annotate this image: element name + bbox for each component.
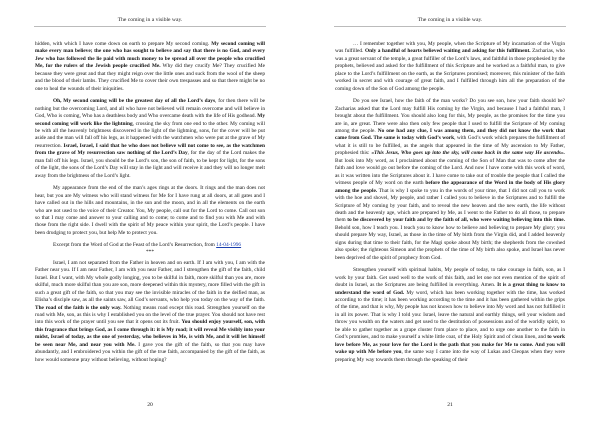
paragraph xyxy=(35,98,265,180)
header-rule xyxy=(34,26,266,27)
text-segment: But look into My word, as I proclaimed about the coming of the Son of Man that was to come after the faith and love would go out before the coming of the Lord. And now I have come with this work of word, as it was written into the Scriptures about it. I have come to take out of trouble the people that I called the witness people of My word on the earth xyxy=(335,157,565,187)
emphasized-text: No one had any clue, I was among them, and they did not know the work that came from God. The same is today with God’s work xyxy=(335,127,565,142)
text-segment: Nothing means road except this road. Strengthen yourself on the road with Me, son, as this is why I established you on the level of the true prayer. You should not have rest into this work of the prayer until you see that it opens out its fruit. xyxy=(35,304,265,326)
running-header: The coming in a visible way. xyxy=(417,17,483,23)
emphasized-text: before the appearance of the Word in the body of His glory among the people. xyxy=(335,180,565,194)
text-segment: , crossing the sky from one end to the other. My coming will be with all the heavenly brightness discovered in the light of the lightning, sons, for the cover will be put aside and the man will fall off his legs, as it happened with the watchmen who were put at the grave of My resurrection. xyxy=(35,120,265,149)
text-segment: Behold son, how I teach you. I teach you to know how to believe and believing to prepare My glory; you should prepare My way, Israel, as those in the time of My birth from the Virgin did, and I added heavenly signs during that time to their faith, for the Magi spoke about My birth; the shepherds from the cowshed also spoke; the righteous Simeon and the prophets of the time of My birth also spoke, and Israel has never been deprived of the spirit of prophecy from God. xyxy=(335,224,565,261)
paragraph xyxy=(35,260,265,364)
emphasized-text: The road of the faith is the only way. xyxy=(35,304,122,311)
emphasized-text: It is a great thing to know to understand the word of God. xyxy=(335,282,565,296)
emphasized-text: Oh, My second coming will be the greatest day of all the Lord’s days xyxy=(53,98,216,105)
running-header: The coming in a visible way. xyxy=(117,17,183,23)
text-segment: That is why I spoke to you in the words of your time, that I did not call you to work with the hoe and shovel, My people, and rather I called you to believe in the Scriptures and to fulfill the Scripture of My coming by your faith, and to reveal the new heaven and the new earth, the life without death and the heavenly age, which are prepared by Me, as I went to the Father to do all those, to prepare them xyxy=(335,187,565,224)
paragraph xyxy=(35,185,265,237)
page-body xyxy=(35,41,265,364)
text-segment: Israel, I am not separated from the Father in heaven and on earth. If I am with you, I am with the Father near you. If I am near Father, I am with you near Father, and I strengthen the gift of the faith, child Israel. But I want, with My whole godly longing, you to be skilful in faith, more skilful than you are, more skilful, much more skilful than you are son, more deepened within this mystery, more filled with the gift in such a great gift of the faith, so that you may see the invisible miracles of the faith in the deified man, as Elisha’s disciple saw, as all the saints saw, all God’s servants, who help you today on the way of the faith. xyxy=(35,259,265,304)
text-segment: Do you see Israel, how the faith of the man works? Do you see son, how your faith should be? Zacharias asked that the Lord may fulfill His coming by the Virgin, and because I had a faithful man, I brought about the fulfillment. You should also long for this, My people, as the promises for the time you are in, are great. There were also then only few people that I used to fulfill the Scripture of My coming among the people. xyxy=(335,98,565,134)
date-link[interactable]: 14-04-1996 xyxy=(216,242,242,249)
emphasized-text: Only a handful of hearts believed waiting and asking for this fulfilment. xyxy=(364,48,531,55)
page-number: 21 xyxy=(447,402,453,408)
text-segment: My appearance from the end of the man’s ages rings at the doors. It rings and the man does not hear, but you are My witness who will stand witness for Me for I have rung at all doors, at all gates and I have called out in the hills and mountains, in the sun and the moon, and in all the elements on the earth who are not used to the voice of their Creator. You, My people, call out for the Lord to come. Call out son so that I may come and answer to your calling and to come; to come and to find you with Me and with those from the right side. I dwell with the spirit of My peace within your spirit, the Lord’s people. I have been drudging to protect you, but help Me to protect you. xyxy=(35,185,265,236)
text-segment: I gave you the gift of the faith, so that you may have abundantly, and I embroidered you within the gift of the true faith, accompanied by the gift of the faith, as how would someone pray without believing, without hoping? xyxy=(35,341,266,363)
emphasized-text: to work love before Me, as your love for the Lord is the path that you make for Me to come. And you will wake up with Me before you xyxy=(335,334,565,356)
text-segment: *** xyxy=(145,248,154,255)
text-segment: … I remember together with you, My people, when the Scripture of My incarnation of the Virgin was fulfilled. xyxy=(335,41,565,55)
text-segment: , with God’s work which prepares the fulfillment of what it is still to be fulfilled, as the angels that appeared in the time of My ascension to My Father, prophesied this: xyxy=(335,135,566,157)
right-page xyxy=(300,0,600,424)
emphasized-text: Israel, Israel, I said that he who does not believe will not come to see, as the watchmen from the grave of My resurrection saw nothing of the Lord’s Day xyxy=(35,142,265,157)
emphasized-text: My second coming will work like the lightning xyxy=(35,113,265,127)
emphasized-text: You should enjoy yourself, son, with this fragrance that brings God, as I come through it: it is My road; it will reveal Me visibly into your midst, Israel of today, as the one of yesterday, who believes in Me, is with Me, and it will let himself be seen near Me, and near you with Me. xyxy=(35,319,265,348)
emphasized-text: My second coming will make every man believe; the one who has sought to believe and say that there is no God, and every Jew who has followed the lie paid with much money to be spread all over the people who crucified Me, for the rulers of the Jewish people crucified Me. xyxy=(35,41,265,70)
section-separator xyxy=(35,250,265,255)
paragraph xyxy=(335,98,565,262)
emphasized-text: to be discovered by your faith and by the faith of all, who were waiting believing into this time. xyxy=(347,217,565,224)
page-number: 20 xyxy=(147,402,153,408)
text-segment: , for then there will be nothing but the overcoming Lord, and all who have not believed will remain overcome and will believe in God, Who is coming, Who has a deathless body and Who overcame death with the life of His godhead. xyxy=(35,98,266,120)
paragraph xyxy=(335,41,565,93)
text-segment: Excerpt from the Word of God at the Feast of the Lord’s Resurrection, from xyxy=(53,242,217,249)
text-segment: Strengthen yourself with spiritual habits, My people of today, to take courage in faith, son, as I work by your faith. Get used well to the work of this faith, and let one not even mention of the spirit of doubt in Israel, as the Scriptures are being fulfilled in everything. Amen. xyxy=(335,267,565,289)
header-rule xyxy=(334,26,566,27)
emphasized-text: «This Jesus, Who goes up into the sky, will come back in the same way He ascends». xyxy=(371,150,566,157)
paragraph xyxy=(335,267,565,364)
text-segment: , the same way I came into the way of Lukas and Cleopas when they were preparing My way towards them through the speaking of their xyxy=(335,349,565,363)
text-segment: Why did they crucify Me? They crucified Me because they were great and that they might reign over the little ones and suck from the wool of the sheep and the blood of their lambs. They crucified Me to cover their own trespasses and so that there might be no one to heal the wounds of their iniquities. xyxy=(35,63,265,92)
text-segment: My word, which has been working together with the time, has worked according to the time; it has been working according to the time and it has been gathered within the grips of the time, and that is why, My people has not known how to believe into My word and has not fulfilled it in all its power. That is why I told you: Israel, leave the natural and earthly things, sell your wisdom and throw you wealth on the waters and get used to the destitution of possessions and of the worldly spirit, to be able to gather together as a grape cluster from place to place, and to urge one another to the faith in God’s promises, and to make yourself a white little coat, of the Holy Spirit and of clean linen, and xyxy=(335,289,565,341)
page-body xyxy=(335,41,565,364)
paragraph xyxy=(35,41,265,93)
text-segment: hidden, with which I have come down on earth to prepare My second coming. xyxy=(35,41,212,47)
text-segment: , for the day of the Lord makes the man fall off his legs. Israel, you should be the Lord’s son, the son of faith, to be kept for light, for the sons of the light, the sons of the Lord’s Day will stay in the light and will receive it and they will no longer melt away from the brightness of the Lord’s light. xyxy=(35,150,266,179)
text-segment: Zacharias, who was a great servant of the temple, a great fulfiller of the Lord’s laws, and faithful in those prophesied by the prophets, believed and asked for the fulfillment of this Scripture and he worked as a faithful man, to give place to the Lord’s fulfillment on the earth, as the Scriptures promised; moreover, this minister of the faith worked in secret and with courage of great faith, and I fulfilled through him all the preparation of the coming down of the Son of God among the people. xyxy=(335,48,566,92)
